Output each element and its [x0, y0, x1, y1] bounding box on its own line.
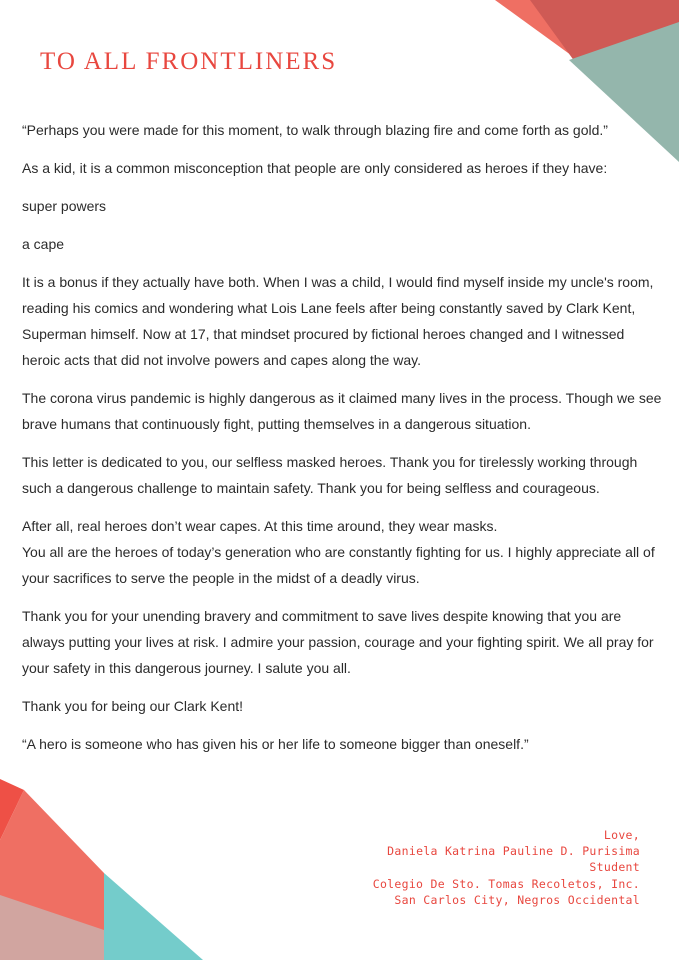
signature-location: San Carlos City, Negros Occidental: [394, 892, 640, 907]
opening-quote: “Perhaps you were made for this moment, to walk through blazing fire and come forth as gold.”: [22, 122, 608, 138]
signature-name: Daniela Katrina Pauline D. Purisima: [387, 844, 640, 859]
signature-block: [373, 827, 640, 908]
body-paragraph: After all, real heroes don’t wear capes. At this time around, they wear masks.: [22, 518, 498, 534]
closing-quote: “A hero is someone who has given his or her life to someone bigger than oneself.”: [22, 736, 529, 752]
letter-body: [22, 117, 662, 769]
page-title: TO ALL FRONTLINERS: [40, 48, 338, 75]
body-paragraph: The corona virus pandemic is highly dangerous as it claimed many lives in the process. Though we see brave humans that continuously fight, putting themselves in a dangerous situation.: [22, 390, 662, 432]
body-paragraph: As a kid, it is a common misconception that people are only considered as heroes if they have:: [22, 160, 608, 176]
body-paragraph: This letter is dedicated to you, our selfless masked heroes. Thank you for tirelessly working through such a dangerous challenge to maintain safety. Thank you for being selfless and courageous.: [22, 454, 638, 496]
signature-closing: Love,: [603, 828, 640, 842]
body-paragraph: It is a bonus if they actually have both. When I was a child, I would find myself inside my uncle's room, reading his comics and wondering what Lois Lane feels after being constantly saved by Clark Kent, Superman himself. Now at 17, that mindset procured by fictional heroes changed and I witnessed heroic acts that did not involve powers and capes along the way.: [22, 274, 654, 368]
body-paragraph: Thank you for your unending bravery and commitment to save lives despite knowing that you are always putting your lives at risk. I admire your passion, courage and your fighting spirit. We all pray for your safety in this dangerous journey. I salute you all.: [22, 608, 654, 676]
bottom-teal-triangle: [104, 873, 203, 960]
list-item-cape: a cape: [22, 236, 65, 252]
signature-role: Student: [589, 860, 640, 875]
body-paragraph: Thank you for being our Clark Kent!: [22, 698, 244, 714]
body-paragraph: You all are the heroes of today’s generation who are constantly fighting for us. I highly appreciate all of your sacrifices to serve the people in the midst of a deadly virus.: [22, 544, 655, 586]
list-item-super-powers: super powers: [22, 198, 107, 214]
signature-school: Colegio De Sto. Tomas Recoletos, Inc.: [372, 876, 640, 891]
